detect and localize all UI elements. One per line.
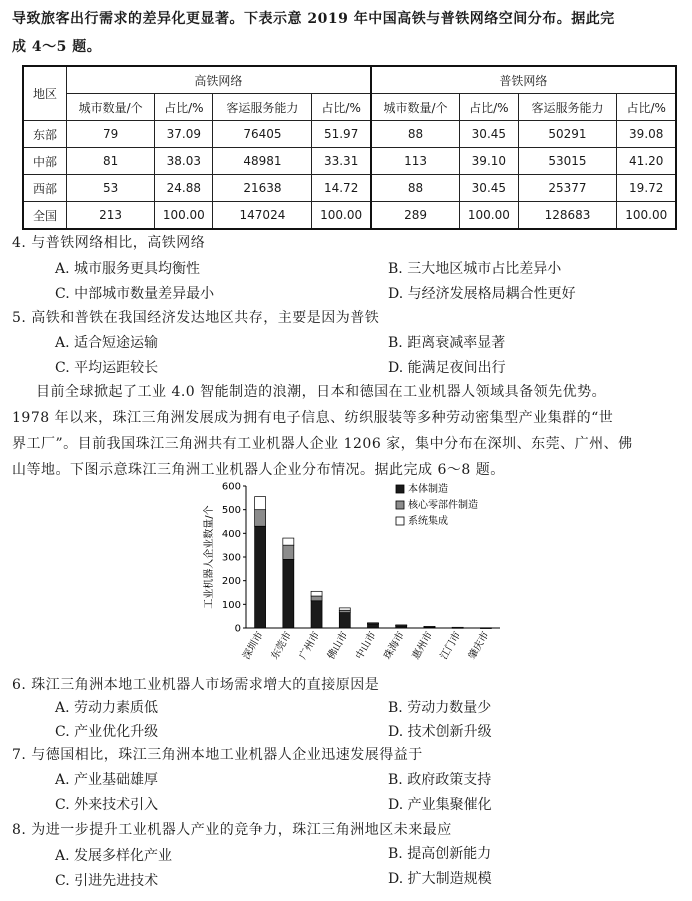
- region-cell: 全国: [23, 202, 67, 230]
- y-tick-label: 500: [221, 505, 241, 517]
- bar-segment: [283, 545, 294, 559]
- table-cell: 48981: [213, 148, 312, 175]
- table-cell: 213: [67, 202, 155, 230]
- passage2-line-3: 界工厂”。目前我国珠江三角洲共有工业机器人企业 1206 家，集中分布在深圳、东莞、广州、佛: [12, 436, 633, 452]
- table-cell: 51.97: [312, 121, 371, 148]
- bar-segment: [339, 613, 350, 628]
- table-cell: 289: [371, 202, 460, 230]
- table-cell: 24.88: [155, 175, 213, 202]
- group-header-highspeed: 高铁网络: [67, 66, 371, 94]
- bar-segment: [480, 628, 491, 629]
- q7-option-d: D. 产业集聚催化: [388, 797, 492, 813]
- bar-segment: [255, 510, 266, 527]
- q7-stem: 7. 与德国相比，珠江三角洲本地工业机器人企业迅速发展得益于: [12, 747, 423, 763]
- q8-stem: 8. 为进一步提升工业机器人产业的竞争力，珠江三角洲地区未来最应: [12, 822, 452, 838]
- table-row: [23, 175, 676, 202]
- x-tick-label: 惠州市: [410, 630, 436, 662]
- q4-option-c: C. 中部城市数量差异最小: [55, 286, 215, 302]
- q4-option-d: D. 与经济发展格局耦合性更好: [388, 286, 576, 302]
- x-tick-label: 珠海市: [382, 630, 407, 662]
- x-tick-label: 江门市: [438, 630, 464, 662]
- passage2-line-2: 1978 年以来，珠江三角洲发展成为拥有电子信息、纺织服装等多种劳动密集型产业集群的“世: [12, 410, 614, 426]
- table-cell: 100.00: [617, 202, 676, 230]
- bar-segment: [311, 596, 322, 601]
- y-tick-label: 100: [221, 599, 241, 611]
- table-cell: 30.45: [460, 121, 518, 148]
- q6-option-a: A. 劳动力素质低: [55, 700, 159, 716]
- bar-segment: [452, 627, 463, 628]
- bar-segment: [255, 497, 266, 510]
- x-tick-label: 广州市: [297, 630, 323, 662]
- region-header: 地区: [23, 66, 67, 121]
- q5-stem: 5. 高铁和普铁在我国经济发达地区共存，主要是因为普铁: [12, 310, 380, 326]
- table-cell: 81: [67, 148, 155, 175]
- legend-swatch: [396, 485, 404, 493]
- region-cell: 东部: [23, 121, 67, 148]
- bar-segment: [311, 601, 322, 628]
- q4-option-b: B. 三大地区城市占比差异小: [388, 261, 562, 277]
- bar-segment: [283, 559, 294, 628]
- table-cell: 39.10: [460, 148, 518, 175]
- table-cell: 38.03: [155, 148, 213, 175]
- q5-option-c: C. 平均运距较长: [55, 360, 159, 376]
- table-cell: 88: [371, 175, 460, 202]
- passage2-line-1: 目前全球掀起了工业 4.0 智能制造的浪潮，日本和德国在工业机器人领域具备领先优势。: [36, 384, 607, 400]
- q7-option-b: B. 政府政策支持: [388, 772, 492, 788]
- table-cell: 50291: [518, 121, 617, 148]
- q8-option-d: D. 扩大制造规模: [388, 871, 492, 887]
- bar-segment: [283, 538, 294, 545]
- table-cell: 39.08: [617, 121, 676, 148]
- x-tick-label: 佛山市: [325, 630, 351, 662]
- q4-stem: 4. 与普铁网络相比，高铁网络: [12, 235, 206, 251]
- table-cell: 100.00: [460, 202, 518, 230]
- q8-option-b: B. 提高创新能力: [388, 846, 492, 862]
- y-axis-label: 工业机器人企业数量/个: [204, 505, 215, 609]
- table-cell: 79: [67, 121, 155, 148]
- bar-segment: [424, 626, 435, 627]
- table-cell: 53: [67, 175, 155, 202]
- group-header-normal: 普铁网络: [371, 66, 676, 94]
- y-tick-label: 300: [221, 552, 241, 564]
- table-cell: 33.31: [312, 148, 371, 175]
- q6-option-c: C. 产业优化升级: [55, 724, 159, 740]
- region-cell: 中部: [23, 148, 67, 175]
- subheader-cell: 客运服务能力: [518, 94, 617, 121]
- table-cell: 76405: [213, 121, 312, 148]
- bar-segment: [339, 610, 350, 612]
- subheader-cell: 客运服务能力: [213, 94, 312, 121]
- table-cell: 21638: [213, 175, 312, 202]
- q5-option-a: A. 适合短途运输: [55, 335, 159, 351]
- table-cell: 53015: [518, 148, 617, 175]
- x-tick-label: 肇庆市: [466, 630, 492, 662]
- bar-segment: [396, 625, 407, 626]
- y-tick-label: 400: [221, 528, 241, 540]
- bar-segment: [339, 608, 350, 610]
- table-cell: 25377: [518, 175, 617, 202]
- legend-swatch: [396, 501, 404, 509]
- y-tick-label: 0: [234, 623, 241, 635]
- table-cell: 88: [371, 121, 460, 148]
- legend-label: 核心零部件制造: [408, 500, 478, 511]
- y-tick-label: 600: [221, 481, 241, 493]
- y-tick-label: 200: [221, 576, 241, 588]
- table-cell: 128683: [518, 202, 617, 230]
- bar-segment: [311, 591, 322, 596]
- q7-option-a: A. 产业基础雄厚: [55, 772, 159, 788]
- table-cell: 14.72: [312, 175, 371, 202]
- q8-option-c: C. 引进先进技术: [55, 873, 159, 889]
- table-cell: 30.45: [460, 175, 518, 202]
- table-cell: 113: [371, 148, 460, 175]
- region-cell: 西部: [23, 175, 67, 202]
- passage2-line-4: 山等地。下图示意珠江三角洲工业机器人企业分布情况。据此完成 6～8 题。: [12, 462, 505, 478]
- q5-option-d: D. 能满足夜间出行: [388, 360, 506, 376]
- intro-line-2: 成 4～5 题。: [12, 39, 102, 55]
- q8-option-a: A. 发展多样化产业: [55, 848, 173, 864]
- rail-network-table: [22, 65, 677, 230]
- table-cell: 41.20: [617, 148, 676, 175]
- q6-option-b: B. 劳动力数量少: [388, 700, 492, 716]
- table-cell: 147024: [213, 202, 312, 230]
- legend-label: 本体制造: [408, 484, 448, 495]
- legend-label: 系统集成: [408, 516, 448, 527]
- robot-enterprise-chart: [198, 478, 508, 670]
- subheader-cell: 城市数量/个: [67, 94, 155, 121]
- q4-option-a: A. 城市服务更具均衡性: [55, 261, 201, 277]
- subheader-cell: 城市数量/个: [371, 94, 460, 121]
- table-row: [23, 121, 676, 148]
- q5-option-b: B. 距离衰减率显著: [388, 335, 506, 351]
- intro-line-1: 导致旅客出行需求的差异化更显著。下表示意 2019 年中国高铁与普铁网络空间分布。据此完: [12, 11, 615, 27]
- subheader-cell: 占比/%: [617, 94, 676, 121]
- x-tick-label: 东莞市: [269, 630, 294, 662]
- table-row: [23, 202, 676, 230]
- table-cell: 19.72: [617, 175, 676, 202]
- bar-segment: [368, 623, 379, 624]
- subheader-cell: 占比/%: [312, 94, 371, 121]
- subheader-cell: 占比/%: [155, 94, 213, 121]
- bar-segment: [255, 526, 266, 628]
- q7-option-c: C. 外来技术引入: [55, 797, 159, 813]
- x-tick-label: 深圳市: [241, 630, 266, 662]
- subheader-cell: 占比/%: [460, 94, 518, 121]
- subheader-row: [23, 94, 676, 121]
- table-row: [23, 148, 676, 175]
- table-cell: 100.00: [312, 202, 371, 230]
- table-cell: 37.09: [155, 121, 213, 148]
- x-tick-label: 中山市: [354, 630, 379, 662]
- q6-option-d: D. 技术创新升级: [388, 724, 492, 740]
- q6-stem: 6. 珠江三角洲本地工业机器人市场需求增大的直接原因是: [12, 677, 380, 693]
- legend-swatch: [396, 517, 404, 525]
- table-cell: 100.00: [155, 202, 213, 230]
